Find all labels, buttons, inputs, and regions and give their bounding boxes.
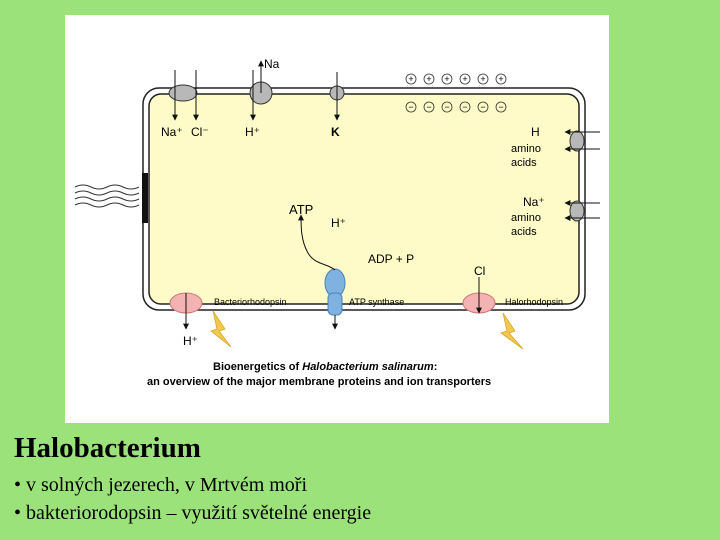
na-plus-right-label: Na⁺: [523, 195, 545, 209]
acids-label-1: acids: [511, 157, 537, 169]
caption-line-1: Bioenergetics of Halobacterium salinarum:: [213, 361, 438, 373]
svg-text:−: −: [408, 102, 414, 112]
cl-right-label: Cl: [474, 264, 486, 278]
caption-line-2: an overview of the major membrane proteins and ion transporters: [147, 376, 492, 388]
svg-text:+: +: [426, 74, 432, 84]
amino-label-1: amino: [511, 143, 541, 155]
light-bolt-icon: [211, 311, 231, 347]
na-cl-transporter: [169, 85, 197, 101]
k-label: K: [331, 125, 340, 139]
bullet-item: • v solných jezerech, v Mrtvém moři: [14, 474, 308, 496]
svg-text:+: +: [480, 74, 486, 84]
svg-text:−: −: [462, 102, 468, 112]
svg-text:+: +: [498, 74, 504, 84]
amino-acid-h-symporter: [570, 131, 584, 151]
diagram-svg: [65, 15, 609, 423]
slide-title: Halobacterium: [14, 432, 201, 464]
adp-label: ADP + P: [368, 252, 415, 266]
halobacterium-diagram: [65, 15, 609, 423]
acids-label-2: acids: [511, 226, 537, 238]
bullet-item: • bakteriorodopsin – využití světelné energie: [14, 502, 372, 524]
svg-text:+: +: [408, 74, 414, 84]
svg-text:−: −: [444, 102, 450, 112]
bacteriorhodopsin-label: Bacteriorhodopsin: [214, 297, 287, 307]
atp-synthase-label: ATP synthase: [349, 297, 405, 307]
flagellum-icon: [75, 185, 139, 207]
svg-text:−: −: [498, 102, 504, 112]
atp-synthase-stalk: [328, 293, 342, 315]
flagellum-motor: [142, 173, 148, 223]
na-plus-left-label: Na⁺: [161, 125, 183, 139]
svg-text:+: +: [462, 74, 468, 84]
h-right-label: H: [531, 125, 540, 139]
svg-text:−: −: [480, 102, 486, 112]
na-top-label: Na: [264, 57, 280, 71]
outside-positive-charges: [406, 74, 506, 84]
atp-label: ATP: [289, 202, 314, 217]
h-plus-mid-label: H⁺: [331, 216, 346, 230]
amino-label-2: amino: [511, 212, 541, 224]
cytoplasm: [149, 94, 579, 304]
svg-text:+: +: [444, 74, 450, 84]
h-plus-bottom-label: H⁺: [183, 334, 198, 348]
halorhodopsin-label: Halorhodopsin: [505, 297, 564, 307]
h-plus-left-label: H⁺: [245, 125, 260, 139]
cl-minus-left-label: Cl⁻: [191, 125, 209, 139]
svg-text:−: −: [426, 102, 432, 112]
light-bolt-icon: [501, 313, 523, 349]
